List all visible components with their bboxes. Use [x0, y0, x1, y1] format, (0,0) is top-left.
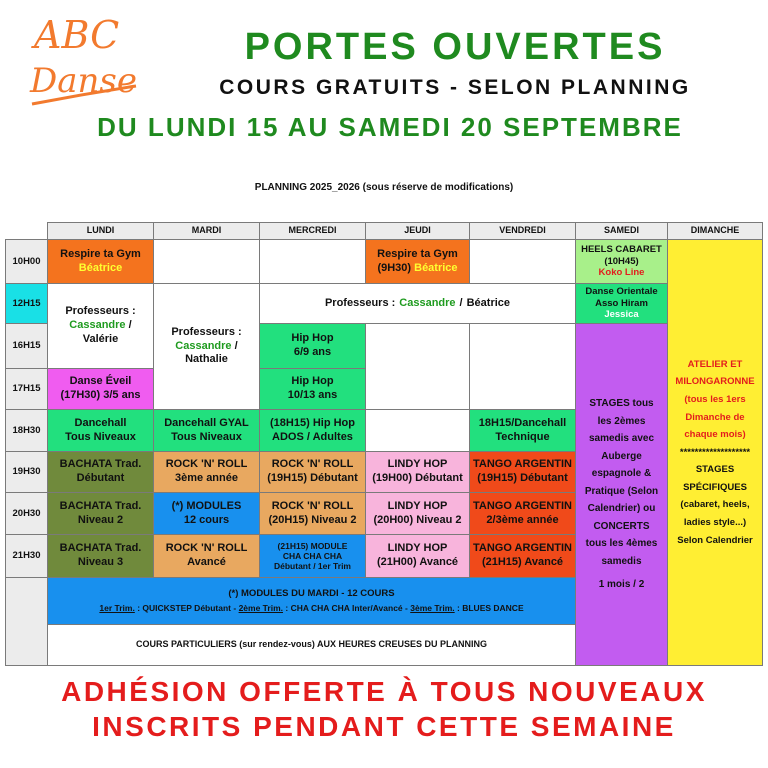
course-title: ROCK 'N' ROLL [165, 458, 248, 471]
teacher-name: Béatrice [414, 261, 458, 274]
course-title: LINDY HOP [387, 458, 448, 471]
course-rock-debutant [259, 451, 366, 493]
teachers-mardi: Professeurs : Cassandre / Nathalie [153, 283, 260, 410]
page-subtitle: COURS GRATUITS - SELON PLANNING [219, 76, 691, 99]
page-title: PORTES OUVERTES [244, 26, 666, 68]
teachers-label: Professeurs : [65, 305, 136, 318]
course-modules [153, 492, 260, 535]
course-level: 3ème année [175, 472, 238, 484]
course-title: HEELS CABARET [581, 243, 662, 255]
course-dancehall-gyal [153, 409, 260, 452]
course-level: Tous Niveaux [171, 430, 242, 443]
teacher-name: Nathalie [185, 353, 228, 366]
association-name: Asso Hiram [595, 297, 648, 309]
day-header-jeudi: JEUDI [365, 222, 470, 240]
course-title: LINDY HOP [387, 499, 448, 512]
teachers-lundi: Professeurs : Cassandre / Valérie [47, 283, 154, 369]
separator-stars: ******************* [679, 446, 751, 458]
course-heels-cabaret [575, 239, 668, 284]
course-title: ROCK 'N' ROLL [271, 458, 354, 471]
course-level: 2/3ème année [486, 513, 559, 526]
logo-line-abc: ABC [34, 13, 120, 57]
course-respire-ta-gym-jeudi [365, 239, 470, 284]
course-time: (9H30) [377, 261, 412, 274]
course-tango-avance [469, 534, 576, 578]
course-level: Niveau 3 [77, 556, 124, 568]
abc-danse-logo [28, 6, 140, 118]
course-level: 12 cours [183, 513, 230, 526]
time-slot: 20H30 [5, 492, 48, 535]
empty-cell [365, 409, 470, 452]
teacher-name: Koko Line [598, 267, 645, 279]
planning-caption: PLANNING 2025_2026 (sous réserve de modifications) [254, 182, 514, 193]
course-title: BACHATA Trad. [59, 542, 142, 555]
day-header-vendredi: VENDREDI [469, 222, 576, 240]
day-header-lundi: LUNDI [47, 222, 154, 240]
course-title: Danse Éveil [69, 375, 132, 388]
dimanche-info: ATELIER ET MILONGARONNE (tous les 1ers Dimanche de chaque mois) ******************* STAGES SPÉCIFIQUES (cabaret, heels, ladies style...) Selon Calendrier [667, 239, 763, 666]
teachers-label: Professeurs : [324, 296, 396, 309]
course-hip-hop-ados [259, 409, 366, 452]
course-danse-eveil [47, 368, 154, 410]
course-title: TANGO ARGENTIN [473, 458, 572, 471]
course-level: ADOS / Adultes [272, 430, 353, 443]
private-lessons-note: COURS PARTICULIERS (sur rendez-vous) AUX HEURES CREUSES DU PLANNING [47, 624, 576, 666]
course-bachata-debutant [47, 451, 154, 493]
event-dates: DU LUNDI 15 AU SAMEDI 20 SEPTEMBRE [97, 112, 683, 142]
time-slot: 21H30 [5, 534, 48, 578]
samedi-stages-info: STAGES tous les 2èmes samedis avec Auberge espagnole & Pratique (Selon Calendrier) ou CONCERTS tous les 4èmes samedis 1 mois / 2 [575, 323, 668, 666]
modules-title: (*) MODULES DU MARDI - 12 COURS [228, 588, 395, 600]
course-module-cha-cha-cha [259, 534, 366, 578]
course-level: Débutant [76, 472, 125, 484]
teacher-name: Béatrice [78, 261, 123, 274]
course-hip-hop-10-13 [259, 368, 366, 410]
empty-cell [365, 323, 470, 410]
teacher-name: Cassandre [175, 339, 232, 352]
course-level: (19H15) Débutant [267, 472, 358, 484]
course-rock-avance [153, 534, 260, 578]
course-subtitle: CHA CHA CHA [282, 550, 343, 561]
course-title: BACHATA Trad. [59, 499, 142, 512]
course-level: (17H30) 3/5 ans [60, 389, 141, 401]
teacher-name: Valérie [82, 332, 119, 345]
course-level: Avancé [187, 556, 226, 568]
empty-cell [259, 239, 366, 284]
course-level: Débutant / 1er Trim [274, 561, 351, 572]
course-title: Respire ta Gym [377, 247, 458, 260]
course-level: (19H00) Débutant [372, 472, 463, 484]
time-slot: 18H30 [5, 409, 48, 452]
course-title: Danse Orientale [585, 285, 658, 297]
course-dancehall-lundi [47, 409, 154, 452]
course-title: (21H15) MODULE [277, 540, 348, 551]
course-level: (21H00) Avancé [376, 556, 459, 568]
course-level: Niveau 2 [77, 513, 124, 526]
footer-line-1: ADHÉSION OFFERTE À TOUS NOUVEAUX [61, 676, 707, 707]
empty-cell [153, 239, 260, 284]
time-slot: 17H15 [5, 368, 48, 410]
teachers-mercredi-vendredi: Professeurs : Cassandre / Béatrice [259, 283, 576, 324]
time-slot: 12H15 [5, 283, 48, 324]
course-title: Dancehall [74, 416, 127, 429]
teacher-name: Jessica [604, 309, 639, 321]
course-lindy-debutant [365, 451, 470, 493]
course-dancehall-technique [469, 409, 576, 452]
course-title: BACHATA Trad. [59, 458, 142, 471]
empty-cell [469, 323, 576, 410]
teachers-label: Professeurs : [171, 325, 242, 338]
course-title: (*) MODULES [171, 499, 242, 512]
course-level: (21H15) Avancé [481, 556, 564, 568]
course-title: 18H15/Dancehall [478, 416, 567, 429]
day-header-dimanche: DIMANCHE [667, 222, 763, 240]
course-rock-niveau-2 [259, 492, 366, 535]
course-title: TANGO ARGENTIN [473, 542, 572, 555]
course-bachata-niveau-3 [47, 534, 154, 578]
course-tango-2-3 [469, 492, 576, 535]
course-title: ROCK 'N' ROLL [165, 542, 248, 555]
time-slot: 10H00 [5, 239, 48, 284]
course-hip-hop-6-9 [259, 323, 366, 369]
course-title: Dancehall GYAL [164, 416, 249, 429]
course-level: Tous Niveaux [65, 430, 136, 443]
course-level: (20H00) Niveau 2 [373, 513, 462, 526]
time-slot-empty [5, 577, 48, 666]
course-title: Respire ta Gym [60, 247, 141, 260]
day-header-mercredi: MERCREDI [259, 222, 366, 240]
course-title: Hip Hop [291, 332, 334, 345]
course-bachata-niveau-2 [47, 492, 154, 535]
logo-line-danse: Danse [30, 61, 137, 101]
course-tango-debutant [469, 451, 576, 493]
empty-cell [469, 239, 576, 284]
course-title: ROCK 'N' ROLL [271, 499, 354, 512]
course-rock-3eme [153, 451, 260, 493]
teacher-name: Cassandre [69, 319, 126, 332]
course-level: 10/13 ans [287, 389, 338, 401]
course-lindy-avance [365, 534, 470, 578]
course-lindy-niveau-2 [365, 492, 470, 535]
day-header-samedi: SAMEDI [575, 222, 668, 240]
course-respire-ta-gym-lundi [47, 239, 154, 284]
time-slot: 16H15 [5, 323, 48, 369]
course-title: Hip Hop [291, 375, 334, 388]
day-header-mardi: MARDI [153, 222, 260, 240]
course-title: (18H15) Hip Hop [270, 416, 355, 429]
course-level: (20H15) Niveau 2 [268, 513, 357, 526]
course-level: (19H15) Débutant [477, 472, 568, 484]
course-level: Technique [495, 430, 550, 443]
teacher-name: Béatrice [466, 296, 511, 309]
course-title: TANGO ARGENTIN [473, 499, 572, 512]
course-danse-orientale [575, 283, 668, 324]
course-time: (10H45) [604, 255, 639, 267]
teacher-name: Cassandre [399, 296, 456, 309]
modules-box: (*) MODULES DU MARDI - 12 COURS 1er Trim. : QUICKSTEP Débutant - 2ème Trim. : CHA CHA CHA Inter/Avancé - 3ème Trim. : BLUES DANCE [47, 577, 576, 625]
time-slot: 19H30 [5, 451, 48, 493]
course-title: LINDY HOP [387, 542, 448, 555]
course-level: 6/9 ans [293, 346, 332, 358]
footer-line-2: INSCRITS PENDANT CETTE SEMAINE [92, 711, 676, 742]
